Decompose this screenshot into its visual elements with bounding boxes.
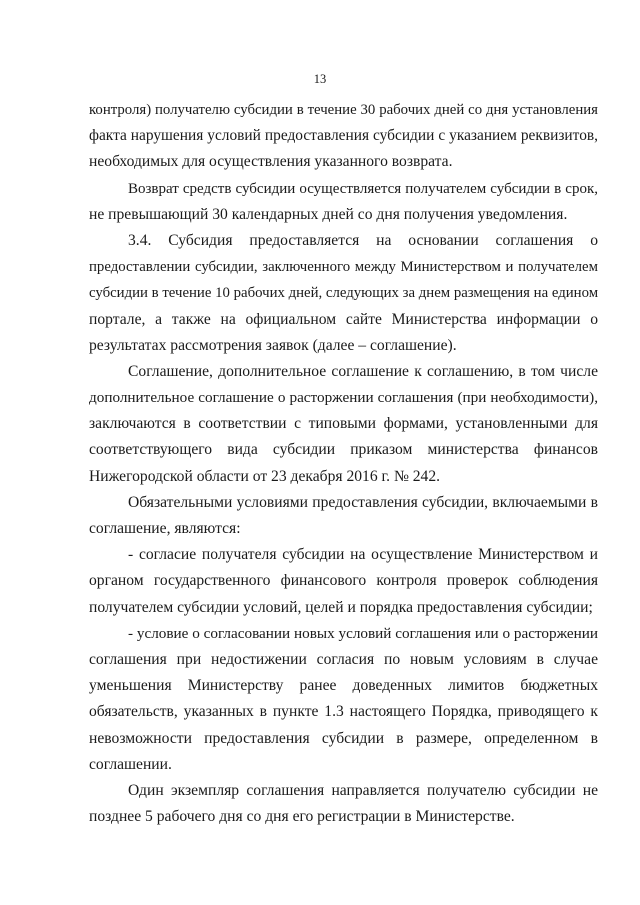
text-line: не превышающий 30 календарных дней со дня получения уведомления. — [89, 205, 568, 223]
text-line: Обязательными условиями предоставления субсидии, включаемыми в — [128, 493, 598, 511]
text-line: 3.4. Субсидия предоставляется на основании соглашения о — [128, 231, 598, 249]
text-line: позднее 5 рабочего дня со дня его регистрации в Министерстве. — [89, 808, 515, 826]
text-line: Соглашение, дополнительное соглашение к соглашению, в том числе — [128, 362, 598, 380]
text-line: соответствующего вида субсидии приказом министерства финансов — [89, 441, 598, 459]
text-line: Один экземпляр соглашения направляется получателю субсидии не — [128, 781, 598, 799]
text-line: контроля) получателю субсидии в течение 30 рабочих дней со дня установления — [89, 102, 598, 118]
page-number: 13 — [313, 72, 327, 86]
text-line: Нижегородской области от 23 декабря 2016 г. № 242. — [89, 467, 441, 485]
text-line: обязательств, указанных в пункте 1.3 настоящего Порядка, приводящего к — [89, 703, 598, 721]
text-line: дополнительное соглашение о расторжении соглашения (при необходимости), — [89, 389, 598, 407]
text-line: - согласие получателя субсидии на осуществление Министерством и — [128, 546, 598, 564]
text-line: получателем субсидии условий, целей и порядка предоставления субсидии; — [89, 598, 593, 616]
text-line: - условие о согласовании новых условий соглашения или о расторжении — [128, 624, 598, 642]
text-line: заключаются в соответствии с типовыми формами, установленными для — [89, 415, 598, 433]
text-line: необходимых для осуществления указанного возврата. — [89, 153, 453, 171]
text-line: субсидии в течение 10 рабочих дней, следующих за днем размещения на едином — [89, 285, 599, 302]
text-line: предоставлении субсидии, заключенного между Министерством и получателем — [89, 259, 598, 276]
text-line: органом государственного финансового контроля проверок соблюдения — [89, 572, 598, 590]
text-line: соглашение, являются: — [89, 520, 241, 537]
text-line: факта нарушения условий предоставления субсидии с указанием реквизитов, — [89, 127, 598, 145]
text-line: портале, а также на официальном сайте Министерства информации о — [89, 310, 598, 328]
text-line: Возврат средств субсидии осуществляется получателем субсидии в срок, — [128, 180, 598, 197]
text-line: соглашения при недостижении согласия по новым условиям в случае — [89, 650, 598, 668]
body-text — [89, 97, 598, 830]
text-line: соглашении. — [89, 755, 172, 773]
text-line: уменьшения Министерству ранее доведенных лимитов бюджетных — [89, 677, 598, 695]
text-line: невозможности предоставления субсидии в размере, определенном в — [89, 729, 598, 747]
text-line: результатах рассмотрения заявок (далее – соглашение). — [89, 336, 457, 354]
